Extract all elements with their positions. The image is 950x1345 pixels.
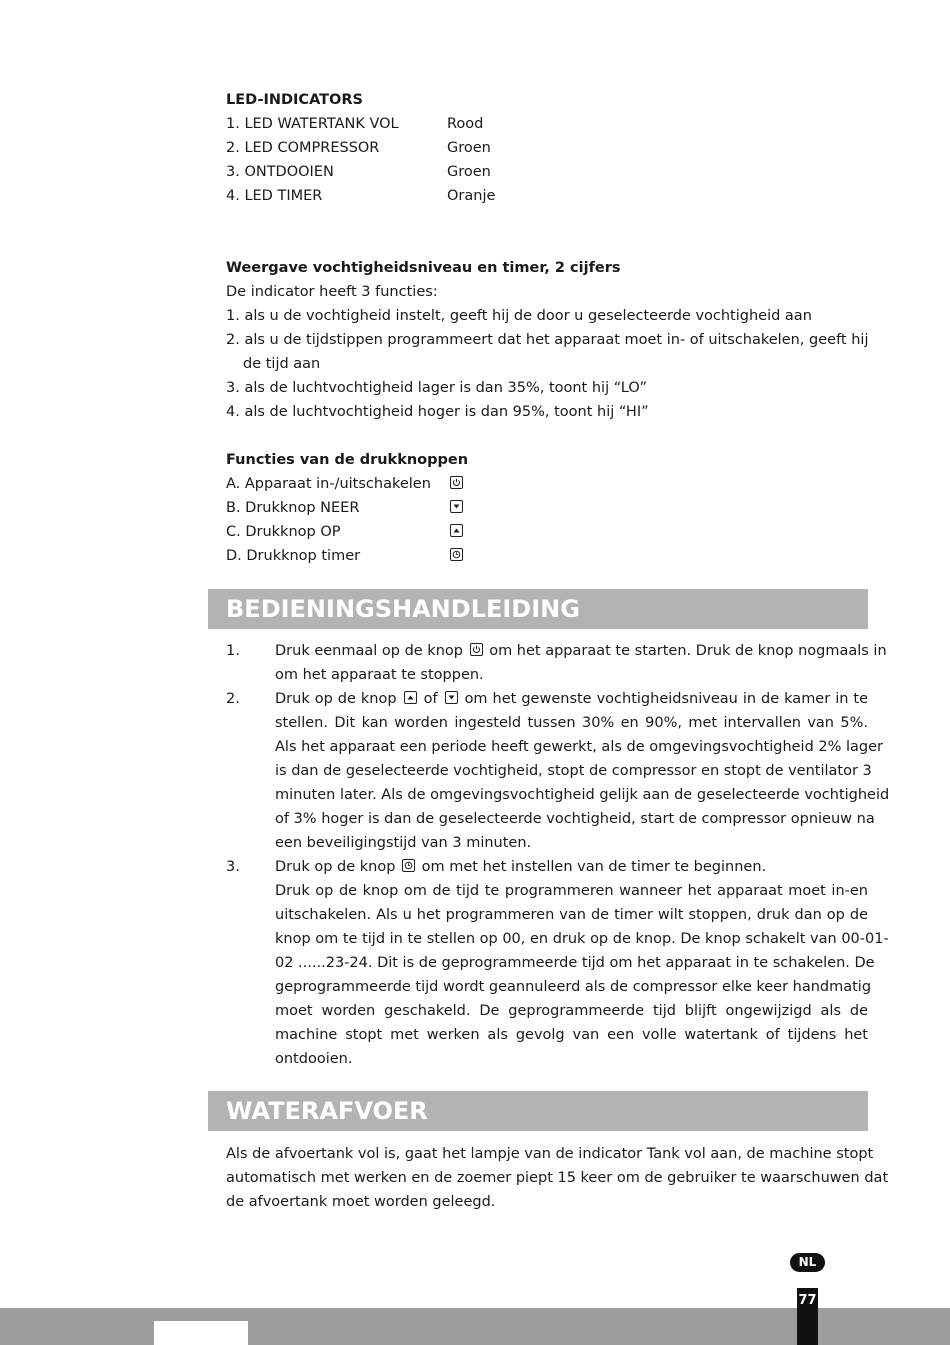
- step-number: 3.: [226, 859, 240, 875]
- button-item-label: B. Drukknop NEER: [226, 500, 360, 516]
- led-row-value: Rood: [447, 116, 484, 132]
- display-item: 1. als u de vochtigheid instelt, geeft hij de door u geselecteerde vochtigheid aan: [226, 308, 812, 324]
- section-banner-operation: BEDIENINGSHANDLEIDING: [208, 589, 868, 629]
- arrow-down-icon: [450, 500, 463, 513]
- led-row-value: Groen: [447, 164, 491, 180]
- power-icon: [450, 476, 463, 489]
- timer-icon: [402, 859, 415, 872]
- step-text: knop om te tijd in te stellen op 00, en druk op de knop. De knop schakelt van 00-01-: [275, 931, 889, 947]
- button-item-label: C. Drukknop OP: [226, 524, 341, 540]
- step-text: een beveiligingstijd van 3 minuten.: [275, 835, 532, 851]
- section-banner-drain: WATERAFVOER: [208, 1091, 868, 1131]
- timer-icon: [450, 548, 463, 561]
- display-item: 2. als u de tijdstippen programmeert dat het apparaat moet in- of uitschakelen, geeft hij: [226, 332, 869, 348]
- led-row-label: 3. ONTDOOIEN: [226, 164, 334, 180]
- power-icon: [470, 643, 483, 656]
- buttons-heading: Functies van de drukknoppen: [226, 452, 469, 468]
- step-text: moet worden geschakeld. De geprogrammeerde tijd blijft ongewijzigd als de: [275, 1003, 868, 1019]
- display-item: de tijd aan: [243, 356, 321, 372]
- display-heading: Weergave vochtigheidsniveau en timer, 2 cijfers: [226, 260, 621, 276]
- language-badge: NL: [790, 1253, 825, 1272]
- button-item-label: D. Drukknop timer: [226, 548, 361, 564]
- step-text: Druk eenmaal op de knop om het apparaat te starten. Druk de knop nogmaals in: [275, 643, 887, 659]
- step-number: 2.: [226, 691, 240, 707]
- arrow-down-icon: [445, 691, 458, 704]
- arrow-up-icon: [404, 691, 417, 704]
- step-text: om het apparaat te stoppen.: [275, 667, 484, 683]
- arrow-up-icon: [450, 524, 463, 537]
- step-text: Als het apparaat een periode heeft gewerkt, als de omgevingsvochtigheid 2% lager: [275, 739, 884, 755]
- led-row-label: 4. LED TIMER: [226, 188, 323, 204]
- step-text: ontdooien.: [275, 1051, 353, 1067]
- step-text: stellen. Dit kan worden ingesteld tussen 30% en 90%, met intervallen van 5%.: [275, 715, 868, 731]
- step-text: machine stopt met werken als gevolg van een volle watertank of tijdens het: [275, 1027, 868, 1043]
- drain-text: de afvoertank moet worden geleegd.: [226, 1194, 496, 1210]
- step-text: 02 ......23-24. Dit is de geprogrammeerde tijd om het apparaat in te schakelen. De: [275, 955, 875, 971]
- footer-white-block: [154, 1321, 248, 1345]
- step-text: minuten later. Als de omgevingsvochtigheid gelijk aan de geselecteerde vochtigheid: [275, 787, 890, 803]
- step-text: Druk op de knop om met het instellen van de timer te beginnen.: [275, 859, 767, 875]
- page-number: 77: [797, 1288, 818, 1345]
- drain-text: automatisch met werken en de zoemer piept 15 keer om de gebruiker te waarschuwen dat: [226, 1170, 889, 1186]
- led-row-label: 2. LED COMPRESSOR: [226, 140, 380, 156]
- drain-text: Als de afvoertank vol is, gaat het lampje van de indicator Tank vol aan, de machine stopt: [226, 1146, 874, 1162]
- display-intro: De indicator heeft 3 functies:: [226, 284, 438, 300]
- led-row-value: Oranje: [447, 188, 496, 204]
- step-text: uitschakelen. Als u het programmeren van de timer wilt stoppen, druk dan op de: [275, 907, 868, 923]
- step-text: of 3% hoger is dan de geselecteerde vochtigheid, start de compressor opnieuw na: [275, 811, 875, 827]
- step-text: is dan de geselecteerde vochtigheid, stopt de compressor en stopt de ventilator 3: [275, 763, 872, 779]
- led-row-value: Groen: [447, 140, 491, 156]
- step-text: Druk op de knop om de tijd te programmeren wanneer het apparaat moet in-en: [275, 883, 868, 899]
- display-item: 3. als de luchtvochtigheid lager is dan 35%, toont hij “LO”: [226, 380, 648, 396]
- button-item-label: A. Apparaat in-/uitschakelen: [226, 476, 431, 492]
- led-heading: LED-INDICATORS: [226, 92, 363, 108]
- step-text: Druk op de knop of om het gewenste vochtigheidsniveau in de kamer in te: [275, 691, 869, 707]
- display-item: 4. als de luchtvochtigheid hoger is dan 95%, toont hij “HI”: [226, 404, 649, 420]
- step-text: geprogrammeerde tijd wordt geannuleerd als de compressor elke keer handmatig: [275, 979, 872, 995]
- led-row-label: 1. LED WATERTANK VOL: [226, 116, 399, 132]
- step-number: 1.: [226, 643, 240, 659]
